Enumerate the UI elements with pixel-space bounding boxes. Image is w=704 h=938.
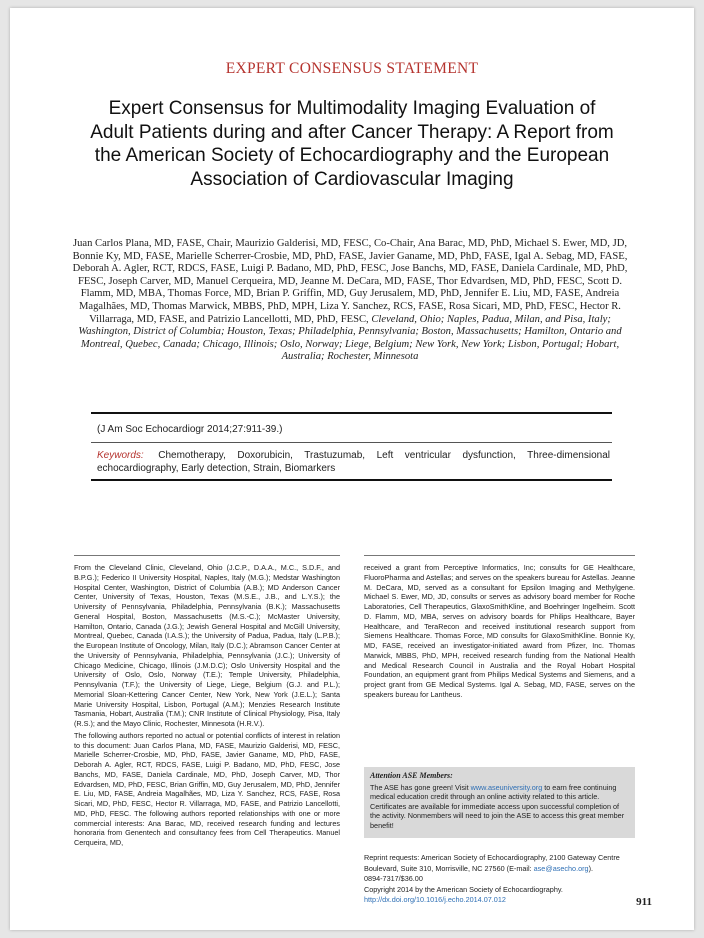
right-footnote-column (364, 563, 635, 702)
header-rule-middle (91, 442, 612, 443)
keywords-label: Keywords: (97, 450, 144, 461)
affiliation-footnote: From the Cleveland Clinic, Cleveland, Ohio (J.C.P., D.A.A., M.C., S.D.F., and B.P.G.); Federico II University Hospital, Naples, Italy (M.G.); Medstar Washington Hospital Center, Washington, District of Columbia (A.B.); MD Anderson Cancer Center, University of Texas, Houston, Texas (M.S.E., J.B., and L.Y.S.); the University of Pennsylvania, Philadelphia, Pennsylvania (B.K.); Massachusetts General Hospital, Boston, Massachusetts (M.S.-C.); McMaster University, Hamilton, Ontario, Canada (J.G.); Jewish General Hospital and McGill University, Montreal, Quebec, Canada (I.A.S.); the University of Padua, Padua, Italy (L.P.B.); the European Institute of Oncology, Milan, Italy (D.C.); Abramson Cancer Center at the University of Pennsylvania, Philadelphia, Pennsylvania (J.C.); University of Chicago Medicine, Chicago, Illinois (J.M.D.C); Oslo University Hospital and the University of Oslo, Oslo, Norway (T.E.); Temple University, Philadelphia, Pennsylvania (T.F.); the University of Liege, Liege, Belgium (G.J. and P.L.); Memorial Sloan-Kettering Cancer Center, New York, New York (J.E.L.); Santa Marie University Hospital, Lisbon, Portugal (A.M.); Menzies Research Institute Tasmania, Hobart, Australia (T.M.); CNR Institute of Clinical Physiology, Pisa, Italy (R.S.); and the Mayo Clinic, Rochester, Minnesota (H.R.V.). (74, 563, 340, 728)
keywords-block (97, 449, 610, 475)
ase-university-link[interactable]: www.aseuniversity.org (470, 782, 543, 792)
author-list (70, 238, 630, 364)
conflict-of-interest-continued: received a grant from Perceptive Informatics, Inc; consults for GE Healthcare, FluoroPharma and Astellas; and serves on the speakers bureau for Astellas. Jeanne M. DeCara, MD, served as a consultant for Epsilon Imaging and Methylgene. Michael S. Ewer, MD, JD, consults or serves as advisory board member for Roche Laboratories, Cell Therapeutics, GlaxoSmithKline, and Boehringer Ingelheim. Scott D. Flamm, MD, MBA, serves on advisory boards for Philips Healthcare, Bayer Healthcare, and TeraRecon and received institutional research support from Siemens Healthcare. Thomas Force, MD consults for GlaxoSmithKline. Bonnie Ky, MD, FASE, received an investigator-initiated award from Pfizer, Inc. Thomas Marwick, MBBS, PhD, MPH, received research funding from the National Health and Medical Research Council in Australia and the Royal Hobart Hospital Foundation, an equipment grant from Philips Medical Systems and Siemens, and a project grant from GE Medical Systems. Igal A. Sebag, MD, FASE, serves on the speakers bureau for Lantheus. (364, 563, 635, 699)
section-label: EXPERT CONSENSUS STATEMENT (225, 60, 479, 77)
ase-email-link[interactable]: ase@asecho.org (533, 863, 589, 873)
left-footnote-column (74, 563, 340, 850)
header-rule-bottom (91, 479, 612, 481)
doi-link[interactable]: http://dx.doi.org/10.1016/j.echo.2014.07.012 (364, 895, 506, 904)
ase-box-title: Attention ASE Members: (370, 771, 453, 780)
author-affiliation-cities: Cleveland, Ohio; Naples, Padua, Milan, and Pisa, Italy; Washington, District of Columbia; Houston, Texas; Philadelphia, Pennsylvania; Boston, Massachusetts; Hamilton, Ontario and Montreal, Quebec, Canada; Chicago, Illinois; Oslo, Norway; Liege, Belgium; New York, New York; Lisbon, Portugal; Hobart, Australia; Rochester, Minnesota (78, 313, 622, 363)
conflict-of-interest-footnote: The following authors reported no actual or potential conflicts of interest in relation to this document: Juan Carlos Plana, MD, FASE, Maurizio Galderisi, MD, FESC, Marielle Scherrer-Crosbie, MD, PhD, FASE, Javier Ganame, MD, PhD, FASE, Deborah A. Agler, RCT, RDCS, FASE, Luigi P. Badano, MD, PhD, FESC, Jose Banchs, MD, FASE, Daniela Cardinale, MD, PhD, Joseph Carver, MD, Thor Edvardsen, MD, PhD, FESC, Brian Griffin, MD, Guy Jerusalem, MD, PhD, Jennifer E. Liu, MD, FASE, Andreia Magalhães, MD, Liza Y. Sanchez, RCS, FASE, Rosa Sicari, MD, PhD, FESC, Hector R. Villarraga, MD, FASE, and Patrizio Lancellotti, MD, PhD, FESC. The following authors reported relationships with one or more commercial interests: Ana Barac, MD, received research funding and lectures honoraria from Genentech and consultancy fees from Cell Therapeutics. Manuel Cerqueira, MD, (74, 730, 340, 847)
copyright-line: Copyright 2014 by the American Society of Echocardiography. (364, 884, 563, 894)
reprint-information (364, 853, 639, 906)
citation-line: (J Am Soc Echocardiogr 2014;27:911-39.) (97, 424, 283, 435)
page-number: 911 (636, 896, 652, 908)
keywords-list: Chemotherapy, Doxorubicin, Trastuzumab, Left ventricular dysfunction, Three-dimensional echocardiography, Early detection, Strain, Biomarkers (97, 450, 610, 474)
author-names: Juan Carlos Plana, MD, FASE, Chair, Maurizio Galderisi, MD, FESC, Co-Chair, Ana Barac, MD, PhD, Michael S. Ewer, MD, JD, Bonnie Ky, MD, FASE, Marielle Scherrer-Crosbie, MD, PhD, FASE, Javier Ganame, MD, PhD, FASE, Igal A. Sebag, MD, FASE, Deborah A. Agler, RCT, RDCS, FASE, Luigi P. Badano, MD, PhD, FESC, Jose Banchs, MD, FASE, Daniela Cardinale, MD, PhD, FESC, Joseph Carver, MD, Manuel Cerqueira, MD, Jeanne M. DeCara, MD, FASE, Thor Edvardsen, MD, PhD, FESC, Scott D. Flamm, MD, MBA, Thomas Force, MD, Brian P. Griffin, MD, Guy Jerusalem, MD, PhD, Jennifer E. Liu, MD, FASE, Andreia Magalhães, MD, Thomas Marwick, MBBS, PhD, MPH, Liza Y. Sanchez, RCS, FASE, Rosa Sicari, MD, PhD, FESC, Hector R. Villarraga, MD, FASE, and Patrizio Lancellotti, MD, PhD, FESC, (72, 238, 628, 325)
ase-members-box (364, 767, 635, 838)
ase-box-text: The ASE has gone green! Visit www.aseuniversity.org to earn free continuing medical education credit through an online activity related to this article. Certificates are available for immediate access upon successful completion of the activity. Nonmembers will need to join the ASE to access this great member benefit! (370, 782, 625, 830)
issn-line: 0894-7317/$36.00 (364, 874, 423, 883)
left-column-rule (74, 555, 340, 556)
article-title: Expert Consensus for Multimodality Imaging Evaluation of Adult Patients during and after Cancer Therapy: A Report from the American Society of Echocardiography and the European Association of Cardiovascular Imaging (90, 98, 614, 190)
reprint-requests: Reprint requests: American Society of Echocardiography, 2100 Gateway Centre Boulevard, Suite 310, Morrisville, NC 27560 (E-mail: ase@asecho.org). (364, 853, 620, 873)
header-rule-top (91, 412, 612, 414)
right-column-rule (364, 555, 635, 556)
